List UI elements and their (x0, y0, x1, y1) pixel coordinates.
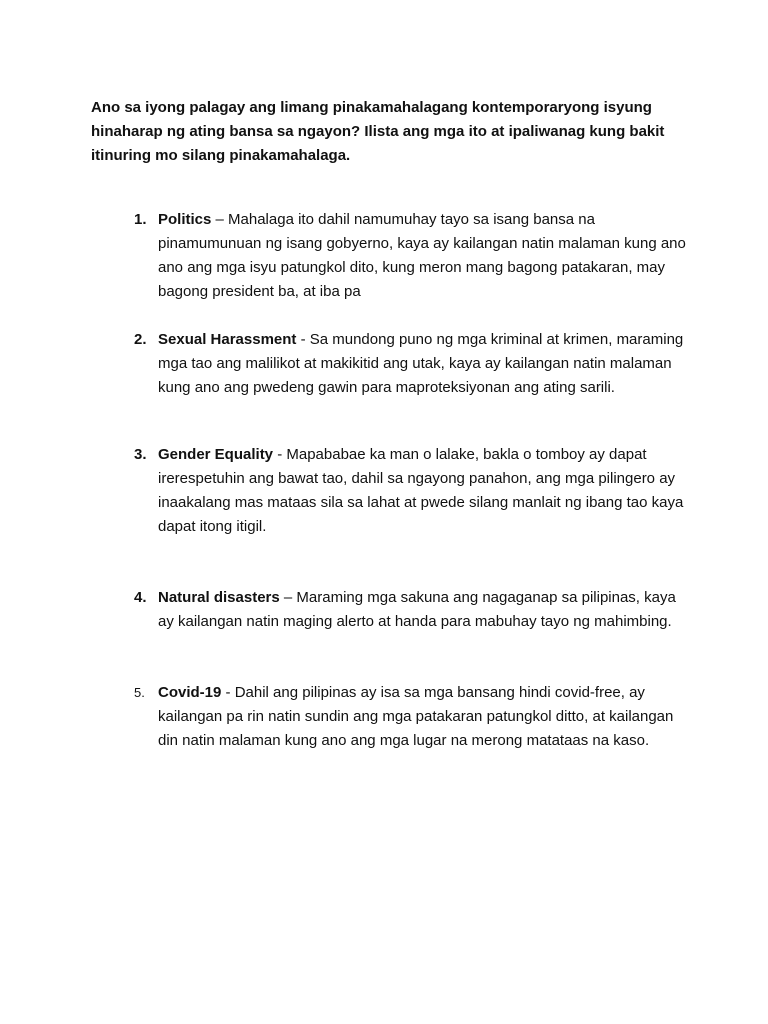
list-item-term: Politics (158, 211, 212, 228)
list-item-body (158, 328, 686, 400)
list-item-text: – Maraming mga sakuna ang nagaganap sa pilipinas, kaya ay kailangan natin maging alerto at handa para mabuhay tayo ng mahimbing. (158, 589, 676, 630)
list-item-term: Natural disasters (158, 589, 280, 606)
list-item-term: Gender Equality (158, 446, 274, 463)
list-item-text: - Sa mundong puno ng mga kriminal at krimen, maraming mga tao ang malilikot at makikitid ang utak, kaya ay kailangan natin malaman kung ano ang pwedeng gawin para maproteksiyonan ang ating sarili. (158, 331, 684, 396)
list-item-body (158, 208, 686, 304)
list-number: 5. (134, 685, 145, 700)
question-heading: Ano sa iyong palagay ang limang pinakamahalagang kontemporaryong isyung hinaharap ng ating bansa sa ngayon? Ilista ang mga ito at ipaliwanag kung bakit itinuring mo silang pinakamahalaga. (91, 99, 665, 164)
list-item-body (158, 681, 686, 753)
list-item-body (158, 443, 686, 539)
list-item-text: – Mahalaga ito dahil namumuhay tayo sa isang bansa na pinamumunuan ng isang gobyerno, kaya ay kailangan natin malaman kung ano ano ang mga isyu patungkol dito, kung meron mang bagong patakaran, may bagong president ba, at iba pa (158, 211, 686, 300)
list-item-text: - Mapababae ka man o lalake, bakla o tomboy ay dapat irerespetuhin ang bawat tao, dahil sa ngayong panahon, ang mga pilingero ay inaakalang mas mataas sila sa lahat at pwede silang manlait ng ibang tao kaya dapat itong itigil. (158, 446, 684, 535)
list-item-term: Covid-19 (158, 684, 222, 701)
list-number: 2. (134, 331, 147, 348)
list-number: 4. (134, 589, 147, 606)
list-item-text: - Dahil ang pilipinas ay isa sa mga bansang hindi covid-free, ay kailangan pa rin natin sundin ang mga patakaran patungkol ditto, at kailangan din natin malaman kung ano ang mga lugar na merong matataas na kaso. (158, 684, 674, 749)
list-number: 3. (134, 446, 147, 463)
list-item-term: Sexual Harassment (158, 331, 297, 348)
list-item-body (158, 586, 686, 634)
list-number: 1. (134, 211, 147, 228)
